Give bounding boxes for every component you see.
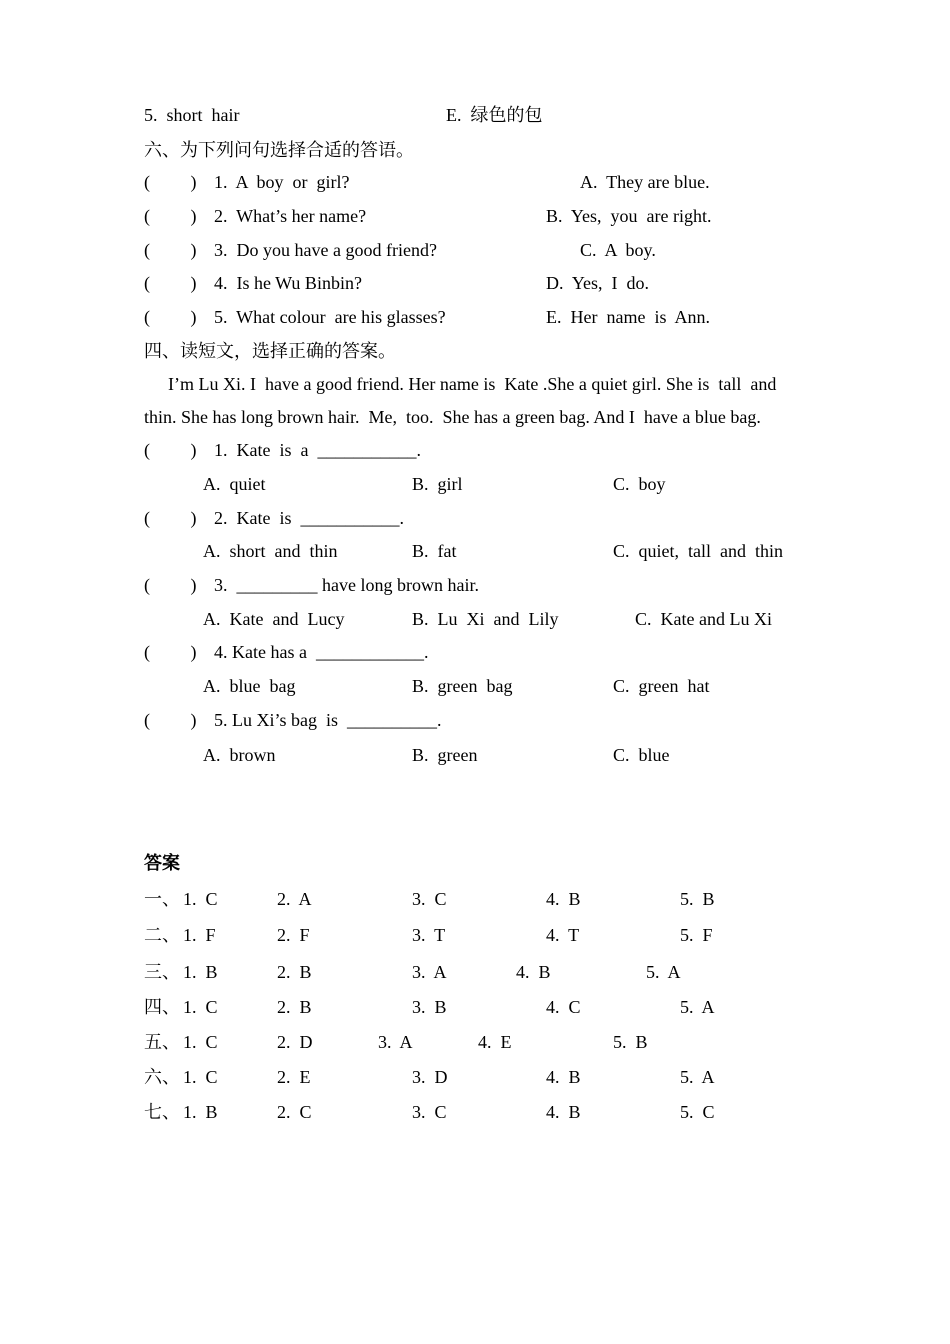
answer-paren[interactable]: ( ) xyxy=(144,710,197,730)
option-a: A. Kate and Lucy xyxy=(203,609,345,629)
answer-item: 1. C xyxy=(183,1067,218,1087)
answer-row-label: 一、 xyxy=(144,889,180,909)
answer-paren[interactable]: ( ) xyxy=(144,440,197,460)
answer-row-label: 五、 xyxy=(144,1032,180,1052)
option-b: B. girl xyxy=(412,474,463,494)
passage-line: thin. She has long brown hair. Me, too. She has a green bag. And I have a blue bag. xyxy=(144,407,761,427)
answer-item: 5. B xyxy=(613,1032,648,1052)
answer-paren[interactable]: ( ) xyxy=(144,642,197,662)
question-text: 3. _________ have long brown hair. xyxy=(214,575,479,595)
answer-item: 5. B xyxy=(680,889,715,909)
answer-item: 2. B xyxy=(277,962,312,982)
option-text: E. Her name is Ann. xyxy=(546,307,710,327)
prev-item-left: 5. short hair xyxy=(144,105,240,125)
question-text: 2. Kate is ___________. xyxy=(214,508,404,528)
answer-paren[interactable]: ( ) xyxy=(144,508,197,528)
answer-item: 5. A xyxy=(646,962,681,982)
option-c: C. boy xyxy=(613,474,666,494)
option-text: B. Yes, you are right. xyxy=(546,206,712,226)
answer-item: 1. F xyxy=(183,925,216,945)
question-text: 2. What’s her name? xyxy=(214,206,367,226)
option-b: B. fat xyxy=(412,541,457,561)
answer-item: 2. A xyxy=(277,889,312,909)
option-c: C. blue xyxy=(613,745,670,765)
answer-item: 1. C xyxy=(183,997,218,1017)
answer-item: 4. B xyxy=(546,1067,581,1087)
option-a: A. quiet xyxy=(203,474,266,494)
option-a: A. brown xyxy=(203,745,276,765)
answers-title: 答案 xyxy=(144,853,180,873)
answer-item: 4. C xyxy=(546,997,581,1017)
answer-item: 3. B xyxy=(412,997,447,1017)
answer-item: 5. A xyxy=(680,1067,715,1087)
answer-item: 4. B xyxy=(516,962,551,982)
option-b: B. green xyxy=(412,745,478,765)
option-a: A. blue bag xyxy=(203,676,296,696)
answer-item: 3. A xyxy=(412,962,447,982)
option-text: C. A boy. xyxy=(580,240,656,260)
question-text: 1. A boy or girl? xyxy=(214,172,350,192)
answer-item: 4. T xyxy=(546,925,580,945)
option-text: A. They are blue. xyxy=(580,172,710,192)
answer-item: 2. B xyxy=(277,997,312,1017)
answer-item: 3. T xyxy=(412,925,446,945)
section4-title: 四、读短文，选择正确的答案。 xyxy=(144,341,396,361)
answer-item: 4. B xyxy=(546,1102,581,1122)
option-c: C. Kate and Lu Xi xyxy=(635,609,772,629)
answer-item: 5. A xyxy=(680,997,715,1017)
answer-item: 3. D xyxy=(412,1067,448,1087)
answer-paren[interactable]: ( ) xyxy=(144,575,197,595)
answer-paren[interactable]: ( ) xyxy=(144,240,197,260)
answer-item: 1. B xyxy=(183,962,218,982)
question-text: 1. Kate is a ___________. xyxy=(214,440,421,460)
answer-row-label: 二、 xyxy=(144,925,180,945)
question-text: 3. Do you have a good friend? xyxy=(214,240,437,260)
answer-item: 4. E xyxy=(478,1032,512,1052)
option-b: B. Lu Xi and Lily xyxy=(412,609,559,629)
answer-item: 2. C xyxy=(277,1102,312,1122)
option-c: C. green hat xyxy=(613,676,710,696)
answer-row-label: 四、 xyxy=(144,997,180,1017)
option-b: B. green bag xyxy=(412,676,513,696)
section6-title: 六、为下列问句选择合适的答语。 xyxy=(144,140,414,160)
passage-line: I’m Lu Xi. I have a good friend. Her name is Kate .She a quiet girl. She is tall and xyxy=(168,374,777,394)
question-text: 5. Lu Xi’s bag is __________. xyxy=(214,710,442,730)
answer-item: 5. F xyxy=(680,925,713,945)
question-text: 4. Is he Wu Binbin? xyxy=(214,273,362,293)
answer-item: 2. D xyxy=(277,1032,313,1052)
answer-item: 3. C xyxy=(412,889,447,909)
answer-paren[interactable]: ( ) xyxy=(144,273,197,293)
answer-item: 4. B xyxy=(546,889,581,909)
prev-item-right: E. 绿色的包 xyxy=(446,105,543,125)
option-a: A. short and thin xyxy=(203,541,338,561)
answer-item: 5. C xyxy=(680,1102,715,1122)
answer-paren[interactable]: ( ) xyxy=(144,307,197,327)
option-text: D. Yes, I do. xyxy=(546,273,650,293)
answer-item: 2. E xyxy=(277,1067,311,1087)
question-text: 4. Kate has a ____________. xyxy=(214,642,429,662)
answer-item: 1. C xyxy=(183,1032,218,1052)
answer-row-label: 七、 xyxy=(144,1102,180,1122)
answer-row-label: 三、 xyxy=(144,962,180,982)
question-text: 5. What colour are his glasses? xyxy=(214,307,446,327)
answer-paren[interactable]: ( ) xyxy=(144,172,197,192)
option-c: C. quiet, tall and thin xyxy=(613,541,783,561)
answer-item: 3. C xyxy=(412,1102,447,1122)
answer-item: 2. F xyxy=(277,925,310,945)
answer-item: 3. A xyxy=(378,1032,413,1052)
answer-item: 1. B xyxy=(183,1102,218,1122)
answer-row-label: 六、 xyxy=(144,1067,180,1087)
answer-paren[interactable]: ( ) xyxy=(144,206,197,226)
answer-item: 1. C xyxy=(183,889,218,909)
